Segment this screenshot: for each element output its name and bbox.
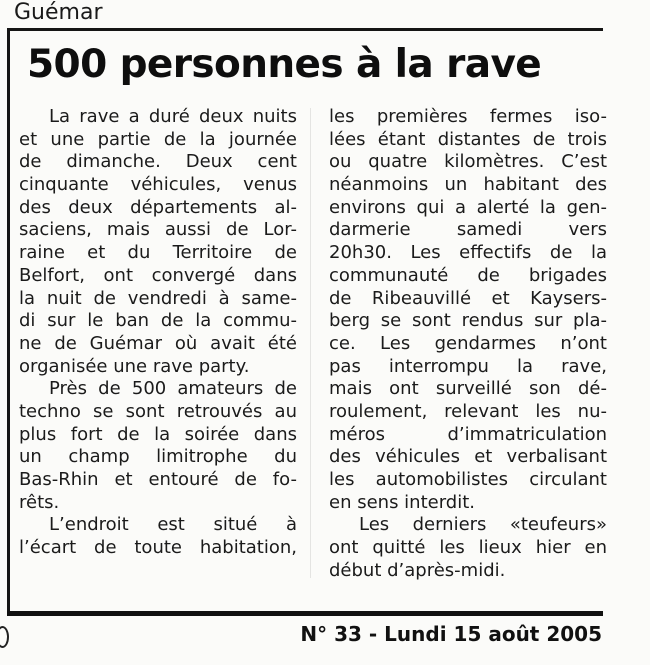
text-line: environs qui a alerté la gen- [329, 196, 607, 218]
text-line: La rave a duré deux nuits [49, 106, 297, 127]
text-line: Belfort, ont convergé dans [19, 264, 297, 286]
text-line: l’écart de toute habitation, [19, 537, 297, 559]
text-line: raine et du Territoire de [19, 242, 297, 264]
headline: 500 personnes à la rave [27, 42, 542, 87]
text-line: roulement, relevant les nu- [329, 400, 607, 422]
issue-footer: N° 33 - Lundi 15 août 2005 [300, 622, 602, 646]
text-line: un champ limitrophe du [19, 446, 297, 468]
rubric-rule [7, 28, 603, 31]
text-line: de Ribeauvillé et Kaysers- [329, 287, 607, 309]
right-column [329, 106, 607, 582]
bottom-rule [7, 611, 603, 616]
text-line: techno se sont retrouvés au [19, 400, 297, 422]
text-line: néanmoins un habitant des [329, 174, 607, 196]
text-line: plus fort de la soirée dans [19, 423, 297, 445]
section-rubric: Guémar [14, 0, 103, 25]
text-line: la nuit de vendredi à same- [19, 287, 297, 309]
text-line: pas interrompu la rave, [329, 355, 607, 377]
text-line: communauté de brigades [329, 264, 607, 286]
text-line: Près de 500 amateurs de [49, 378, 297, 400]
text-line: darmerie samedi vers [329, 219, 607, 241]
left-border-rule [7, 30, 10, 615]
text-line: rêts. [19, 491, 60, 513]
column-gutter [310, 108, 311, 578]
clipping-edge-mark [0, 626, 9, 648]
text-line: 20h30. Les effectifs de la [329, 242, 607, 264]
text-line: ou quatre kilomètres. C’est [329, 151, 607, 173]
text-line: en sens interdit. [329, 491, 475, 513]
text-line: organisée une rave party. [19, 355, 250, 377]
text-line: mais ont surveillé son dé- [329, 378, 607, 400]
text-line: ont quitté les lieux hier en [329, 537, 607, 559]
text-line: début d’après-midi. [329, 559, 506, 581]
text-line: ne de Guémar où avait été [19, 332, 297, 354]
text-line: L’endroit est situé à [49, 514, 297, 536]
text-line: des véhicules et verbalisant [329, 446, 607, 468]
text-line: Les derniers «teufeurs» [359, 514, 607, 536]
text-line: les automobilistes circulant [329, 469, 607, 490]
text-line: berg se sont rendus sur pla- [329, 310, 607, 332]
text-line: et une partie de la journée [19, 128, 297, 150]
text-line: di sur le ban de la commu- [19, 310, 297, 332]
text-line: saciens, mais aussi de Lor- [19, 219, 297, 241]
text-line: méros d’immatriculation [329, 423, 607, 445]
text-line: de dimanche. Deux cent [19, 151, 297, 173]
text-line: ce. Les gendarmes n’ont [329, 332, 607, 354]
text-line: lées étant distantes de trois [329, 128, 607, 150]
text-line: Bas-Rhin et entouré de fo- [19, 469, 297, 490]
left-column [19, 106, 297, 560]
text-line: cinquante véhicules, venus [19, 174, 297, 196]
text-line: des deux départements al- [19, 196, 297, 218]
text-line: les premières fermes iso- [329, 106, 607, 127]
